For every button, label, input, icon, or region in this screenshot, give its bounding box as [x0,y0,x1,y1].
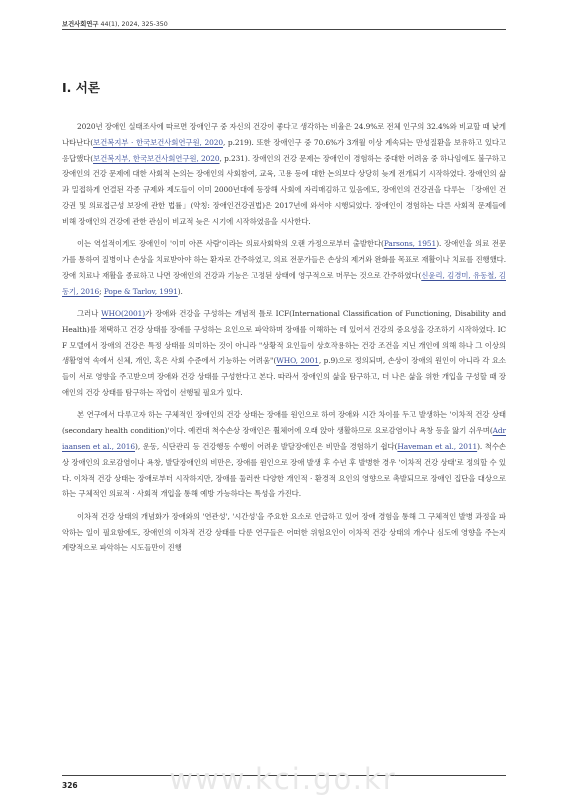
body-text [62,119,506,556]
body-paragraph [62,236,506,299]
citation-link[interactable]: 보건복지부, 한국보건사회연구원, 2020 [93,153,220,163]
paragraph-text: 가 장애와 건강을 구성하는 개념적 틀로 ICF(International Classification of Functioning, Disability and Health)를 채택하고 건강 상태를 장애를 구성하는 요인으로 파악하며 장애를 이해하는 데 있어서 건강의 중요성을 강조하기 시작하였다. ICF 모델에서 장애의 건강은 특정 상태를 의미하는 것이 아니라 "상황적 요인들이 상호작용하는 건강 조건을 지닌 개인에 의해 하나 그 이상의 생활영역 속에서 신체, 개인, 혹은 사회 수준에서 기능하는 어려움"( [62,308,506,366]
watermark: www.kci.go.kr [169,762,397,796]
journal-citation: 44(1), 2024, 325-350 [100,21,168,28]
paragraph-text: ). 장애인을 의료 전문가를 통하여 질병이나 손상을 치료받아야 하는 환자로 간주하였고, 의료 전문가들은 손상의 제거와 완화를 목표로 재활이나 치료를 진행했다. 장애 치료나 재활을 종료하고 나면 장애인의 건강과 기능은 고정된 상태에 영구적으로 머무는 것으로 간주하였다( [62,239,507,280]
citation-link[interactable]: 신윤리, 김경미, 유동철, 김동기, 2016 [62,270,506,296]
paragraph-text: , p.9)으로 정의되며, 손상이 장애의 원인이 아니라 각 요소들이 서로 영향을 주고받으며 장애와 건강 상태를 구성한다고 본다. 따라서 장애인의 삶을 탐구하고, 더 나은 삶을 위한 개입을 구성할 때 장애인의 건강 상태를 탐구하는 작업이 선행될 필요가 있다. [62,356,506,397]
body-paragraph [62,119,506,230]
paragraph-text: , p.219). 또한 장애인구 중 70.6%가 3개월 이상 계속되는 만성질환을 보유하고 있다고 응답했다( [62,137,506,163]
header-divider [62,29,506,30]
paragraph-text: 2020년 장애인 실태조사에 따르면 장애인구 중 자신의 건강이 좋다고 생각하는 비율은 24.9%로 전체 인구의 32.4%와 비교할 때 낮게 나타난다( [62,122,506,147]
citation-link[interactable]: Haveman et al., 2011 [397,441,478,451]
page-number: 326 [62,781,78,790]
citation-link[interactable]: Pope & Tarlov, 1991 [103,286,178,296]
paragraph-text: ). [177,286,183,296]
journal-name: 보건사회연구 [62,21,99,28]
paragraph-text: ). 척수손상 장애인의 요로감염이나 욕창, 발달장애인의 비만은, 장애를 원인으로 장애 발생 후 수년 후 발병한 경우 '이차적 건강 상태'로 정의할 수 있다. 이차적 건강 상태는 장애로부터 시작하지만, 장애를 둘러싼 다양한 개인적 · 환경적 요인의 영향으로 촉발되므로 장애인 집단을 대상으로 하는 구체적인 의료적 · 사회적 개입을 통해 예방 가능하다는 특성을 가진다. [62,441,506,499]
paragraph-text: 그러나 [77,308,102,318]
citation-link[interactable]: Adriaansen et al., 2016 [62,426,506,451]
citation-link[interactable]: 보건복지부 · 한국보건사회연구원, 2020 [93,137,223,147]
section-title: Ⅰ. 서론 [62,80,100,95]
paragraph-text: 이차적 건강 상태의 개념화가 장애와의 '연관성', '시간성'을 주요한 요소로 언급하고 있어 장애 경험을 통해 그 구체적인 발병 과정을 파악하는 일이 필요함에도, 장애인의 이차적 건강 상태를 다룬 연구들은 어떠한 위험요인이 이차적 건강 상태의 개수나 심도에 영향을 주는지 계량적으로 파악하는 시도들만이 진행 [62,511,506,553]
body-paragraph [62,306,506,401]
citation-link[interactable]: Parsons, 1951 [383,239,437,249]
paragraph-text: 본 연구에서 다루고자 하는 구체적인 장애인의 건강 상태는 장애를 원인으로 하여 장애와 시간 차이를 두고 발생하는 '이차적 건강 상태(secondary health condition)'이다. 예컨대 척수손상 장애인은 휠체어에 오래 앉아 생활하므로 요로감염이나 욕창 등을 앓기 쉬우며( [62,410,506,436]
body-paragraph [62,509,506,556]
paragraph-text: 이는 역설적이게도 장애인이 '이미 아픈 사람'이라는 의료사회학의 오랜 가정으로부터 출발한다( [77,239,384,249]
paragraph-text: , p.231). 장애인의 건강 문제는 장애인이 경험하는 중대한 어려움 중 하나임에도 불구하고 장애인의 건강 문제에 대한 사회적 논의는 장애인의 사회참여, 교육, 고용 등에 대한 논의보다 상당히 늦게 전개되기 시작하였다. 장애인의 삶과 밀접하게 연결된 각종 규제와 제도들이 이미 2000년대에 등장해 사회에 자리매김하고 있음에도, 장애인의 건강권을 다루는 「장애인 건강권 및 의료접근성 보장에 관한 법률」(약칭: 장애인건강권법)은 2017년에 와서야 시행되었다. 장애인이 경험하는 다른 사회적 문제들에 비해 장애인의 건강에 관한 관심이 비교적 늦은 시기에 시작하였음을 시사한다. [62,153,506,226]
paragraph-text: ; [99,286,104,296]
journal-header [62,19,506,28]
body-paragraph [62,407,506,502]
citation-link[interactable]: WHO(2001) [101,308,146,318]
paragraph-text: ), 운동, 식단관리 등 건강행동 수행이 어려운 발달장애인은 비만을 경험하기 쉽다( [135,441,398,451]
citation-link[interactable]: WHO, 2001 [276,356,319,366]
